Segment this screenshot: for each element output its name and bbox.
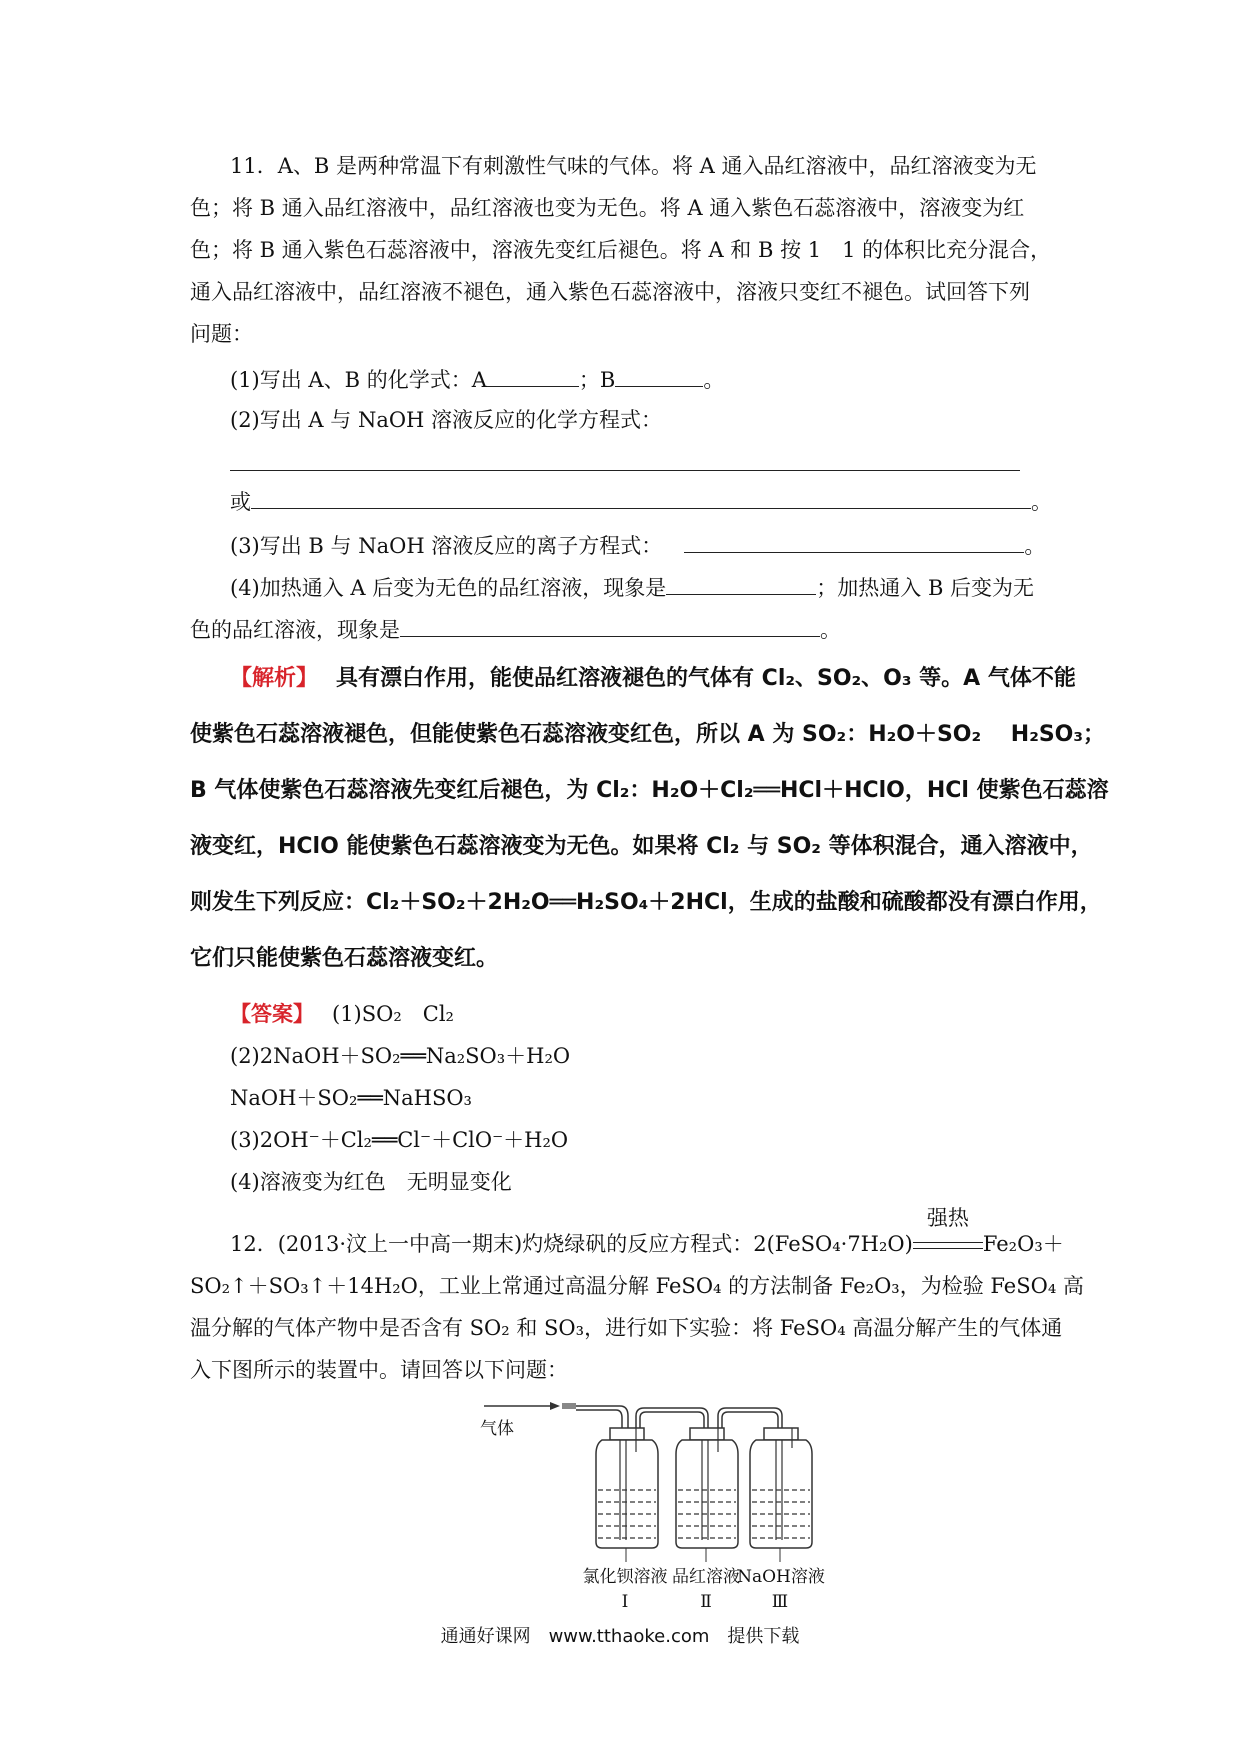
q11-part-4 [230, 576, 1034, 599]
answer-blank-ion-eq[interactable] [684, 534, 1024, 553]
analysis-line-5: 则发生下列反应：Cl₂＋SO₂＋2H₂O══H₂SO₄＋2HCl，生成的盐酸和硫酸都没有漂白作用， [190, 890, 1102, 915]
analysis-text-1: 具有漂白作用，能使品红溶液褪色的气体有 Cl₂、SO₂、O₃ 等。A 气体不能 [336, 666, 1076, 691]
bottle-3 [750, 1428, 812, 1548]
answer-blank-eq-1[interactable] [230, 470, 1020, 471]
bottle-3-solution: NaOH溶液 [737, 1567, 825, 1587]
q11-part-3-text: (3)写出 B 与 NaOH 溶液反应的离子方程式： [230, 534, 663, 558]
answer-blank-eq-2[interactable] [251, 490, 1031, 509]
answer-line-1 [230, 1004, 454, 1025]
answer-blank-a[interactable] [487, 368, 579, 387]
apparatus-figure [480, 1392, 825, 1592]
q11-part-1-end: 。 [703, 368, 725, 392]
q11-part-2: (2)写出 A 与 NaOH 溶液反应的化学方程式： [230, 408, 663, 432]
bottle-numerals [480, 1592, 820, 1616]
bottle-1 [596, 1428, 658, 1548]
reaction-condition-text: 强热 [926, 1206, 969, 1230]
q11-line-1: 11．A、B 是两种常温下有刺激性气味的气体。将 A 通入品红溶液中，品红溶液变为无 [230, 154, 1037, 178]
q11-part-4-c: 色的品红溶液，现象是 [190, 618, 400, 642]
q11-part-1 [230, 368, 724, 391]
answer-blank-phenomenon-a[interactable] [666, 576, 816, 595]
or-label: 或 [230, 490, 251, 514]
q11-part-4-end: 。 [820, 618, 841, 642]
reaction-condition [913, 1206, 983, 1255]
q11-part-4-cont [190, 618, 841, 641]
analysis-tag: 【解析】 [230, 666, 319, 691]
q11-line-3: 色；将 B 通入紫色石蕊溶液中，溶液先变红后褪色。将 A 和 B 按 1 1 的体积比充分混合， [190, 238, 1052, 262]
q12-line-1-b: Fe₂O₃＋ [982, 1232, 1064, 1256]
bottle-1-numeral: Ⅰ [621, 1592, 629, 1612]
bottle-2-numeral: Ⅱ [700, 1592, 712, 1612]
answer-2: (2)2NaOH＋SO₂══Na₂SO₃＋H₂O [230, 1044, 571, 1068]
answer-3: NaOH＋SO₂══NaHSO₃ [230, 1086, 472, 1110]
q11-part-4-a: (4)加热通入 A 后变为无色的品红溶液，现象是 [230, 576, 667, 600]
q12-line-1-a: 12．(2013·汶上一中高一期末)灼烧绿矾的反应方程式：2(FeSO₄·7H₂O) [230, 1232, 913, 1256]
answer-tag: 【答案】 [230, 1002, 314, 1026]
answer-4: (3)2OH⁻＋Cl₂══Cl⁻＋ClO⁻＋H₂O [230, 1128, 569, 1152]
gas-label: 气体 [480, 1419, 514, 1439]
analysis-line-3: B 气体使紫色石蕊溶液先变红后褪色，为 Cl₂：H₂O＋Cl₂══HCl＋HClO，HCl 使紫色石蕊溶 [190, 778, 1109, 803]
analysis-line-2: 使紫色石蕊溶液褪色，但能使紫色石蕊溶液变红色，所以 A 为 SO₂：H₂O＋SO₂ H₂SO₃； [190, 722, 1106, 747]
q11-part-4-b: ；加热通入 B 后变为无 [816, 576, 1035, 600]
bottle-3-numeral: Ⅲ [771, 1592, 789, 1612]
q12-line-4: 入下图所示的装置中。请回答以下问题： [190, 1358, 568, 1382]
q11-line-4: 通入品红溶液中，品红溶液不褪色，通入紫色石蕊溶液中，溶液只变红不褪色。试回答下列 [190, 280, 1030, 304]
q11-part-1-prefix: (1)写出 A、B 的化学式：A [230, 368, 487, 392]
q11-line-5: 问题： [190, 322, 253, 346]
answer-5: (4)溶液变为红色 无明显变化 [230, 1170, 512, 1194]
q12-line-3: 温分解的气体产物中是否含有 SO₂ 和 SO₃，进行如下实验：将 FeSO₄ 高温分解产生的气体通 [190, 1316, 1063, 1340]
q11-line-2: 色；将 B 通入品红溶液中，品红溶液也变为无色。将 A 通入紫色石蕊溶液中，溶液变为红 [190, 196, 1025, 220]
bottle-1-solution: 氯化钡溶液 [582, 1567, 668, 1587]
bottle-2 [676, 1428, 738, 1548]
q11-part-3 [230, 534, 1045, 557]
analysis-line-1 [230, 668, 1076, 690]
q12-line-1 [230, 1206, 1064, 1256]
answer-blank-b[interactable] [615, 368, 703, 387]
page-footer: 通通好课网 www.tthaoke.com 提供下载 [440, 1626, 800, 1647]
q11-part-2-end: 。 [1031, 490, 1052, 514]
q11-part-3-end: 。 [1024, 534, 1046, 558]
q11-part-2-or [230, 490, 1052, 513]
q12-line-2: SO₂↑＋SO₃↑＋14H₂O，工业上常通过高温分解 FeSO₄ 的方法制备 Fe₂O₃，为检验 FeSO₄ 高 [190, 1274, 1084, 1298]
bottle-2-solution: 品红溶液 [672, 1567, 740, 1587]
answer-blank-phenomenon-b[interactable] [400, 618, 820, 637]
analysis-line-6: 它们只能使紫色石蕊溶液变红。 [190, 946, 499, 971]
q11-part-1-mid: ；B [578, 368, 616, 392]
analysis-line-4: 液变红，HClO 能使紫色石蕊溶液变为无色。如果将 Cl₂ 与 SO₂ 等体积混合，通入溶液中， [190, 834, 1093, 859]
answer-1: (1)SO₂ Cl₂ [332, 1002, 454, 1026]
